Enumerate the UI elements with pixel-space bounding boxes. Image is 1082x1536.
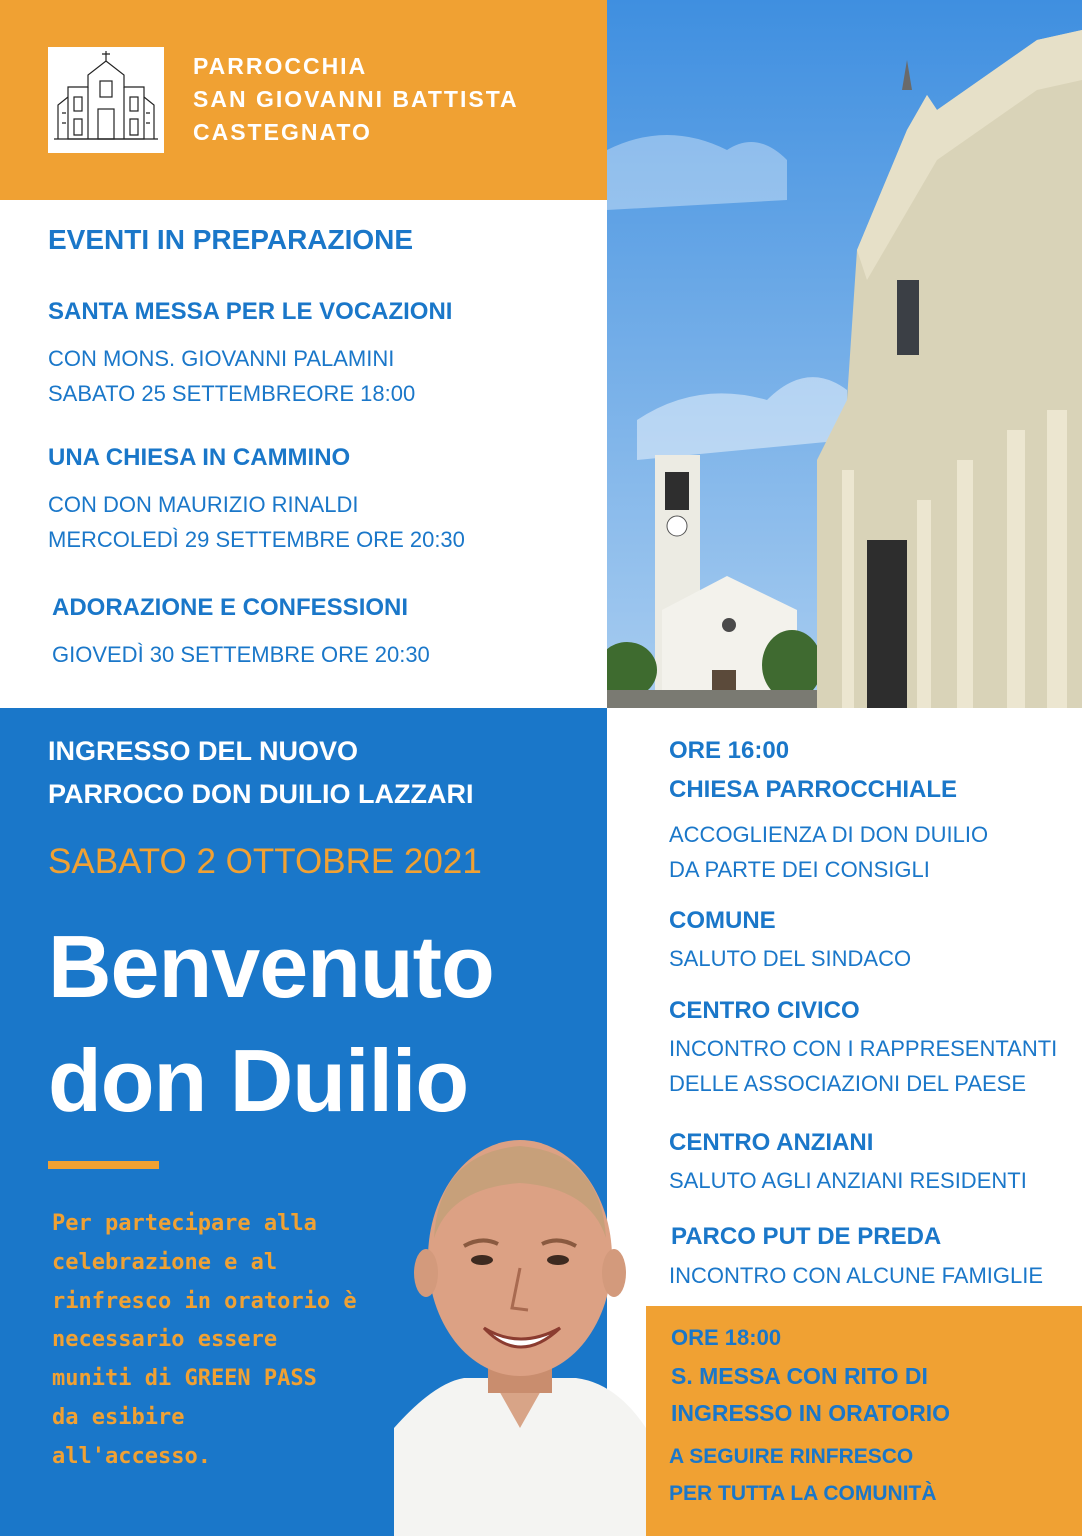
mass-line1: S. MESSA CON RITO DI xyxy=(671,1363,928,1389)
welcome-line1: Benvenuto xyxy=(48,917,494,1016)
stop-1-line1: ACCOGLIENZA DI DON DUILIO xyxy=(669,822,989,847)
church-logo xyxy=(48,47,164,153)
parish-name xyxy=(193,50,519,149)
notice-line: Per partecipare alla xyxy=(52,1211,317,1236)
parish-line3: CASTEGNATO xyxy=(193,119,372,145)
stop-1-line2: DA PARTE DEI CONSIGLI xyxy=(669,857,930,882)
ingresso-heading xyxy=(48,730,473,816)
notice-line: da esibire xyxy=(52,1404,185,1430)
priest-portrait xyxy=(394,1128,646,1536)
stop-1-detail xyxy=(669,817,988,887)
rinfresco-note xyxy=(669,1438,937,1512)
church-photo xyxy=(607,0,1082,708)
divider-bar xyxy=(48,1161,159,1169)
mass-title xyxy=(671,1358,950,1432)
event-3-title: ADORAZIONE E CONFESSIONI xyxy=(52,594,409,621)
green-pass-notice xyxy=(52,1205,392,1477)
notice-line: muniti di GREEN PASS xyxy=(52,1366,317,1392)
stop-5-place: PARCO PUT DE PREDA xyxy=(671,1223,942,1250)
event-2-title: UNA CHIESA IN CAMMINO xyxy=(48,444,351,471)
welcome-line2: don Duilio xyxy=(48,1031,469,1130)
rinfresco-line2: PER TUTTA LA COMUNITÀ xyxy=(669,1482,937,1505)
stop-2-place: COMUNE xyxy=(669,907,776,934)
event-1-line1: CON MONS. GIOVANNI PALAMINI xyxy=(48,346,395,371)
stop-5-line1: INCONTRO CON ALCUNE FAMIGLIE xyxy=(669,1263,1044,1288)
stop-3-line2: DELLE ASSOCIAZIONI DEL PAESE xyxy=(669,1071,1027,1096)
notice-line: celebrazione e al xyxy=(52,1249,278,1275)
event-2-line1: CON DON MAURIZIO RINALDI xyxy=(48,492,359,517)
event-2-line2: MERCOLEDÌ 29 SETTEMBRE ORE 20:30 xyxy=(48,527,465,552)
parish-line1: PARROCCHIA xyxy=(193,53,368,79)
stop-2-line1: SALUTO DEL SINDACO xyxy=(669,946,912,971)
parish-line2: SAN GIOVANNI BATTISTA xyxy=(193,86,519,112)
time-1600: ORE 16:00 xyxy=(669,737,790,764)
notice-line: necessario essere xyxy=(52,1327,278,1353)
event-3-detail: GIOVEDÌ 30 SETTEMBRE ORE 20:30 xyxy=(52,642,430,667)
stop-1-place: CHIESA PARROCCHIALE xyxy=(669,776,958,803)
time-1800: ORE 18:00 xyxy=(671,1325,782,1350)
event-1-title: SANTA MESSA PER LE VOCAZIONI xyxy=(48,298,453,325)
stop-3-line1: INCONTRO CON I RAPPRESENTANTI xyxy=(669,1036,1058,1061)
stop-4-place: CENTRO ANZIANI xyxy=(669,1129,874,1156)
stop-4-line1: SALUTO AGLI ANZIANI RESIDENTI xyxy=(669,1168,1027,1193)
ingresso-line2: PARROCO DON DUILIO LAZZARI xyxy=(48,779,474,809)
ingresso-line1: INGRESSO DEL NUOVO xyxy=(48,736,359,766)
notice-line: rinfresco in oratorio è xyxy=(52,1288,357,1314)
events-title: EVENTI IN PREPARAZIONE xyxy=(48,224,414,255)
stop-3-place: CENTRO CIVICO xyxy=(669,997,860,1024)
rinfresco-line1: A SEGUIRE RINFRESCO xyxy=(669,1445,914,1468)
mass-line2: INGRESSO IN ORATORIO xyxy=(671,1400,951,1426)
notice-line: all'accesso. xyxy=(52,1443,211,1469)
event-date: SABATO 2 OTTOBRE 2021 xyxy=(48,842,482,881)
event-2-detail xyxy=(48,487,465,557)
event-1-line2: SABATO 25 SETTEMBREORE 18:00 xyxy=(48,381,416,406)
stop-3-detail xyxy=(669,1031,1057,1101)
event-1-detail xyxy=(48,341,415,411)
welcome-title xyxy=(48,910,494,1138)
